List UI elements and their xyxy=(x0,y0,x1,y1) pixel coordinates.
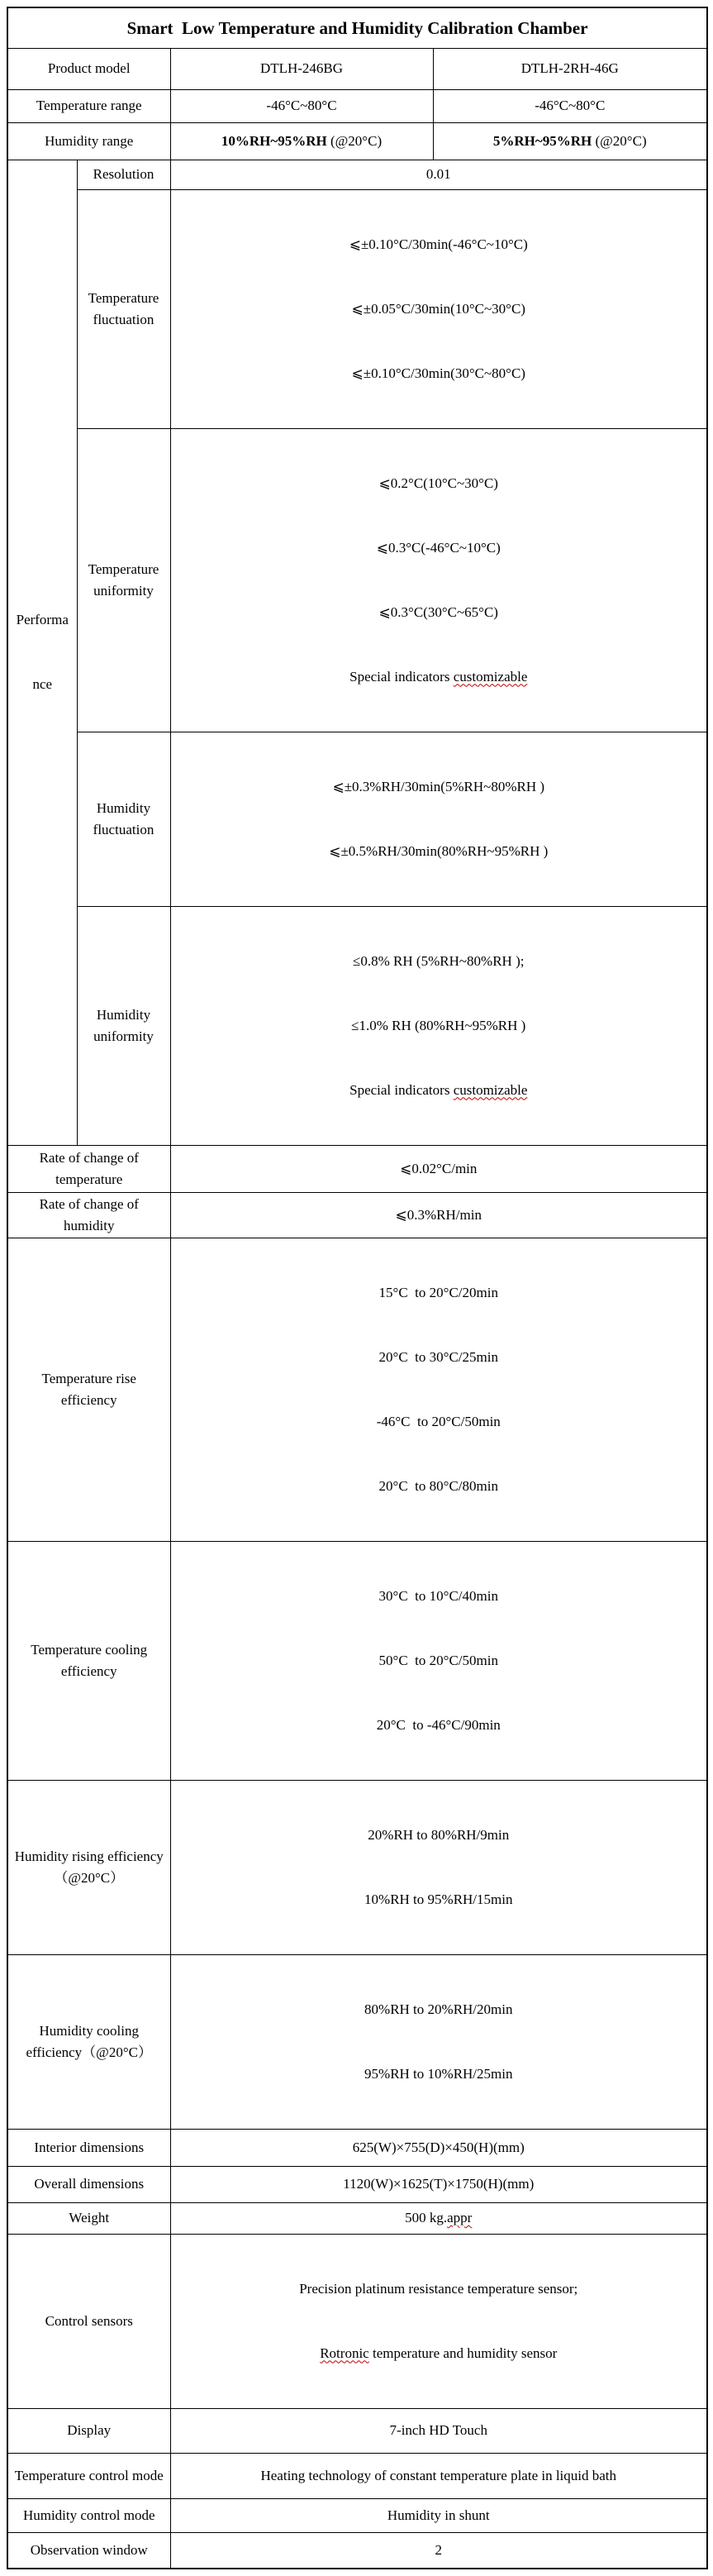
humidity-uniformity-label: Humidity uniformity xyxy=(77,906,170,1145)
display-value: 7-inch HD Touch xyxy=(170,2408,707,2453)
humidity-range-a xyxy=(170,122,433,160)
temperature-range-a: -46°C~80°C xyxy=(170,89,433,122)
humidity-range-b-rest: (@20°C) xyxy=(592,132,647,149)
resolution-value: 0.01 xyxy=(170,160,707,189)
value-line: ⩽±0.10°C/30min(30°C~80°C) xyxy=(351,365,525,381)
humidity-range-label: Humidity range xyxy=(7,122,170,160)
row-humidity-range xyxy=(7,122,707,160)
row-resolution xyxy=(7,160,707,189)
value-line: ⩽±0.10°C/30min(-46°C~10°C) xyxy=(349,236,528,252)
row-observation-window xyxy=(7,2532,707,2569)
temperature-rise-label: Temperature rise efficiency xyxy=(7,1238,170,1541)
row-interior-dimensions xyxy=(7,2129,707,2166)
humidity-cooling-label: Humidity cooling efficiency（@20°C） xyxy=(7,1954,170,2129)
row-temperature-rise xyxy=(7,1238,707,1541)
interior-dimensions-label: Interior dimensions xyxy=(7,2129,170,2166)
temperature-uniformity-value xyxy=(170,428,707,732)
overall-dimensions-value: 1120(W)×1625(T)×1750(H)(mm) xyxy=(170,2166,707,2202)
value-line: 10%RH to 95%RH/15min xyxy=(364,1891,513,1907)
product-model-a: DTLH-246BG xyxy=(170,48,433,89)
product-model-label: Product model xyxy=(7,48,170,89)
value-line: 15°C to 20°C/20min xyxy=(378,1284,498,1300)
temperature-rise-value xyxy=(170,1238,707,1541)
humidity-fluctuation-value xyxy=(170,732,707,906)
value-line: 95%RH to 10%RH/25min xyxy=(364,2065,513,2082)
temperature-control-mode-label: Temperature control mode xyxy=(7,2453,170,2498)
row-weight xyxy=(7,2202,707,2234)
row-humidity-rising xyxy=(7,1780,707,1954)
note-squiggle: customizable xyxy=(453,668,528,685)
humidity-control-mode-value: Humidity in shunt xyxy=(170,2498,707,2532)
row-temperature-uniformity xyxy=(7,428,707,732)
resolution-label: Resolution xyxy=(77,160,170,189)
humidity-fluctuation-label: Humidity fluctuation xyxy=(77,732,170,906)
value-line: ⩽0.3°C(-46°C~10°C) xyxy=(376,539,501,556)
weight-value-squiggle: appr xyxy=(447,2210,473,2225)
value-line-note xyxy=(175,1080,703,1101)
temperature-range-label: Temperature range xyxy=(7,89,170,122)
rate-humidity-value: ⩽0.3%RH/min xyxy=(170,1192,707,1238)
display-label: Display xyxy=(7,2408,170,2453)
overall-dimensions-label: Overall dimensions xyxy=(7,2166,170,2202)
row-humidity-cooling xyxy=(7,1954,707,2129)
row-humidity-uniformity xyxy=(7,906,707,1145)
value-line-note xyxy=(175,666,703,688)
spec-table xyxy=(7,7,708,2569)
line2-rest: temperature and humidity sensor xyxy=(368,2345,558,2361)
humidity-rising-label: Humidity rising efficiency（@20°C） xyxy=(7,1780,170,1954)
row-temperature-fluctuation xyxy=(7,189,707,428)
temperature-cooling-value xyxy=(170,1541,707,1780)
row-display xyxy=(7,2408,707,2453)
temperature-control-mode-value: Heating technology of constant temperature plate in liquid bath xyxy=(170,2453,707,2498)
page-title: Smart Low Temperature and Humidity Calibration Chamber xyxy=(7,7,707,48)
value-line: ⩽0.3°C(30°C~65°C) xyxy=(378,603,498,620)
value-line xyxy=(175,2343,703,2364)
value-line: ≤0.8% RH (5%RH~80%RH ); xyxy=(353,952,525,969)
value-line: 20°C to -46°C/90min xyxy=(376,1716,501,1733)
value-line: ⩽0.2°C(10°C~30°C) xyxy=(378,475,498,491)
value-line: 20%RH to 80%RH/9min xyxy=(368,1826,510,1843)
value-line: 80%RH to 20%RH/20min xyxy=(364,2001,513,2017)
row-humidity-control-mode xyxy=(7,2498,707,2532)
humidity-uniformity-value xyxy=(170,906,707,1145)
observation-window-label: Observation window xyxy=(7,2532,170,2569)
weight-value xyxy=(170,2202,707,2234)
control-sensors-label: Control sensors xyxy=(7,2234,170,2408)
note-pre: Special indicators xyxy=(349,668,454,685)
humidity-rising-value xyxy=(170,1780,707,1954)
value-line: -46°C to 20°C/50min xyxy=(376,1413,501,1429)
row-rate-humidity xyxy=(7,1192,707,1238)
row-overall-dimensions xyxy=(7,2166,707,2202)
rate-temperature-label: Rate of change of temperature xyxy=(7,1145,170,1192)
control-sensors-value xyxy=(170,2234,707,2408)
value-line: Precision platinum resistance temperature sensor; xyxy=(299,2280,578,2297)
humidity-range-b-bold: 5%RH~95%RH xyxy=(492,132,592,149)
value-line: ≤1.0% RH (80%RH~95%RH ) xyxy=(351,1017,526,1033)
product-model-b: DTLH-2RH-46G xyxy=(433,48,707,89)
humidity-control-mode-label: Humidity control mode xyxy=(7,2498,170,2532)
value-line: ⩽±0.5%RH/30min(80%RH~95%RH ) xyxy=(329,842,549,859)
temperature-fluctuation-label: Temperature fluctuation xyxy=(77,189,170,428)
value-line: 20°C to 30°C/25min xyxy=(378,1348,498,1365)
row-humidity-fluctuation xyxy=(7,732,707,906)
value-line: 30°C to 10°C/40min xyxy=(378,1587,498,1604)
value-line: 50°C to 20°C/50min xyxy=(378,1652,498,1668)
row-control-sensors xyxy=(7,2234,707,2408)
humidity-range-a-rest: (@20°C) xyxy=(326,132,383,149)
performance-label-line1: Performa xyxy=(16,612,69,627)
humidity-range-a-bold: 10%RH~95%RH xyxy=(221,132,327,149)
temperature-uniformity-label: Temperature uniformity xyxy=(77,428,170,732)
row-title xyxy=(7,7,707,48)
note-pre: Special indicators xyxy=(349,1081,454,1098)
row-product-model xyxy=(7,48,707,89)
value-line: ⩽±0.05°C/30min(10°C~30°C) xyxy=(351,300,525,317)
note-squiggle: customizable xyxy=(453,1081,528,1098)
rate-humidity-label: Rate of change of humidity xyxy=(7,1192,170,1238)
humidity-range-b xyxy=(433,122,707,160)
temperature-range-b: -46°C~80°C xyxy=(433,89,707,122)
temperature-cooling-label: Temperature cooling efficiency xyxy=(7,1541,170,1780)
row-temperature-range xyxy=(7,89,707,122)
temperature-fluctuation-value xyxy=(170,189,707,428)
row-temperature-control-mode xyxy=(7,2453,707,2498)
value-line: 20°C to 80°C/80min xyxy=(378,1477,498,1494)
performance-label-line2: nce xyxy=(32,676,53,692)
weight-value-pre: 500 kg. xyxy=(405,2210,448,2225)
rate-temperature-value: ⩽0.02°C/min xyxy=(170,1145,707,1192)
value-line: ⩽±0.3%RH/30min(5%RH~80%RH ) xyxy=(332,778,545,794)
observation-window-value: 2 xyxy=(170,2532,707,2569)
performance-label xyxy=(7,160,77,1145)
row-temperature-cooling xyxy=(7,1541,707,1780)
weight-label: Weight xyxy=(7,2202,170,2234)
row-rate-temperature xyxy=(7,1145,707,1192)
rotronic-squiggle: Rotronic xyxy=(320,2345,369,2361)
interior-dimensions-value: 625(W)×755(D)×450(H)(mm) xyxy=(170,2129,707,2166)
humidity-cooling-value xyxy=(170,1954,707,2129)
